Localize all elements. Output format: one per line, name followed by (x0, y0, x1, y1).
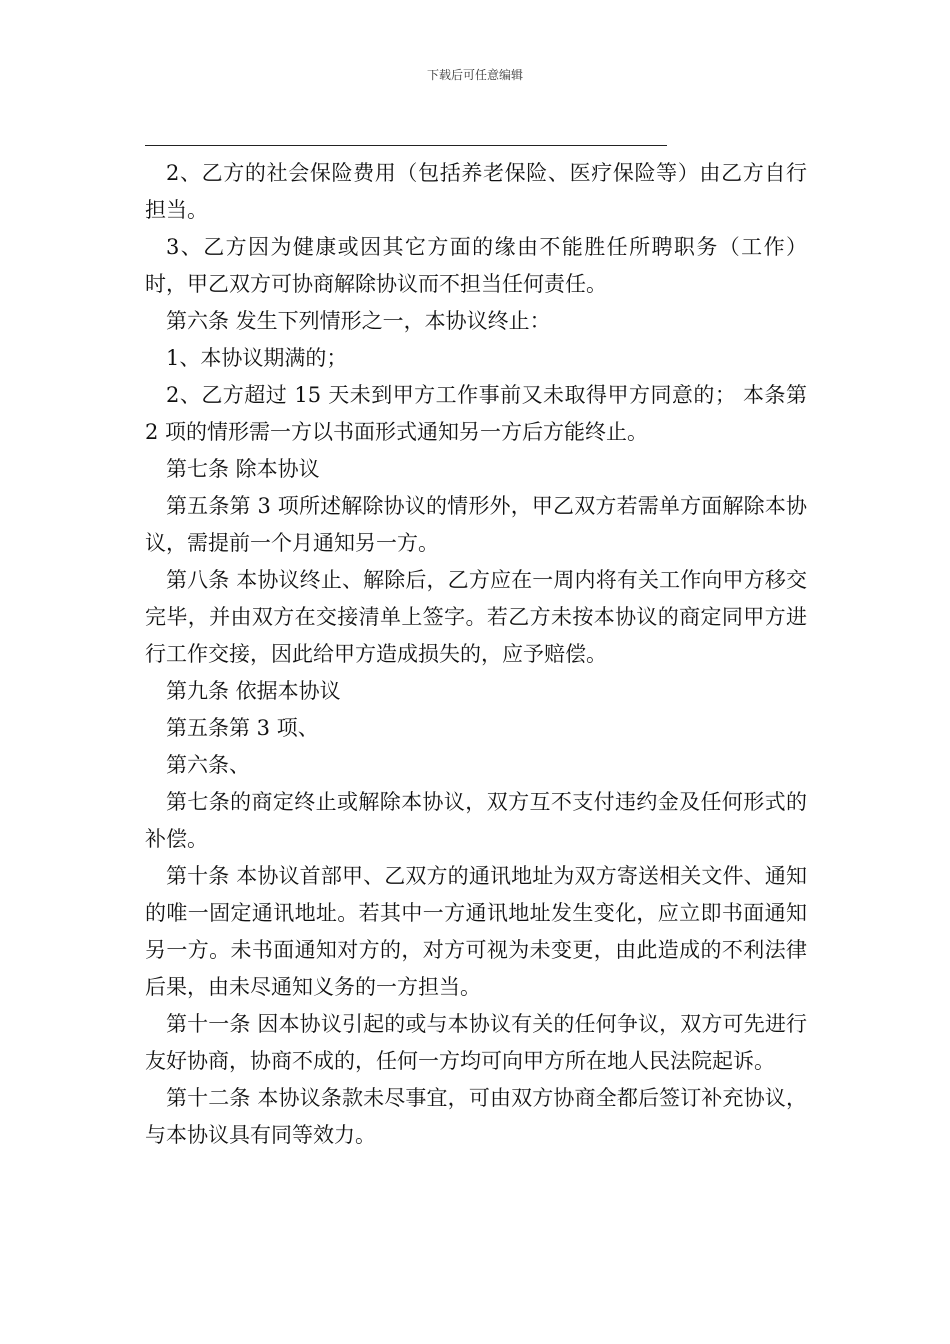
paragraph-article-6-1: 1、本协议期满的； (166, 346, 348, 370)
paragraph-article-9: 第九条 依据本协议 (166, 679, 341, 703)
paragraph-article-11: 第十一条 因本协议引起的或与本协议有关的任何争议，双方可先进行友好协商，协商不成的，任何一方均可向甲方所在地人民法院起诉。 (145, 1012, 807, 1073)
paragraph-article-6-2: 2、乙方超过 15 天未到甲方工作事前又未取得甲方同意的； 本条第 2 项的情形需一方以书面形式通知另一方后方能终止。 (145, 383, 807, 444)
paragraph-article-8: 第八条 本协议终止、解除后，乙方应在一周内将有关工作向甲方移交完毕，并由双方在交接清单上签字。若乙方未按本协议的商定同甲方进行工作交接，因此给甲方造成损失的，应予赔偿。 (145, 568, 807, 666)
paragraph-article-10: 第十条 本协议首部甲、乙双方的通讯地址为双方寄送相关文件、通知的唯一固定通讯地址。若其中一方通讯地址发生变化，应立即书面通知另一方。未书面通知对方的，对方可视为未变更，由此造成的不利法律后果，由未尽通知义务的一方担当。 (145, 864, 807, 999)
paragraph-article-7: 第七条 除本协议 (166, 457, 320, 481)
paragraph-article-9-ref-5: 第五条第 3 项、 (166, 716, 319, 740)
header-rule (145, 145, 667, 146)
document-body (145, 155, 807, 1154)
paragraph-article-9-ref-7: 第七条的商定终止或解除本协议，双方互不支付违约金及任何形式的补偿。 (145, 790, 807, 851)
paragraph-article-7-body: 第五条第 3 项所述解除协议的情形外，甲乙双方若需单方面解除本协议，需提前一个月通知另一方。 (145, 494, 807, 555)
paragraph-clause-5-3: 3、乙方因为健康或因其它方面的缘由不能胜任所聘职务（工作）时，甲乙双方可协商解除协议而不担当任何责任。 (145, 235, 807, 296)
paragraph-article-12: 第十二条 本协议条款未尽事宜，可由双方协商全都后签订补充协议，与本协议具有同等效力。 (145, 1086, 807, 1147)
paragraph-article-9-ref-6: 第六条、 (166, 753, 250, 777)
paragraph-clause-5-2: 2、乙方的社会保险费用（包括养老保险、医疗保险等）由乙方自行担当。 (145, 161, 807, 222)
page-header: 下载后可任意编辑 (426, 68, 523, 82)
paragraph-article-6: 第六条 发生下列情形之一，本协议终止： (166, 309, 551, 333)
